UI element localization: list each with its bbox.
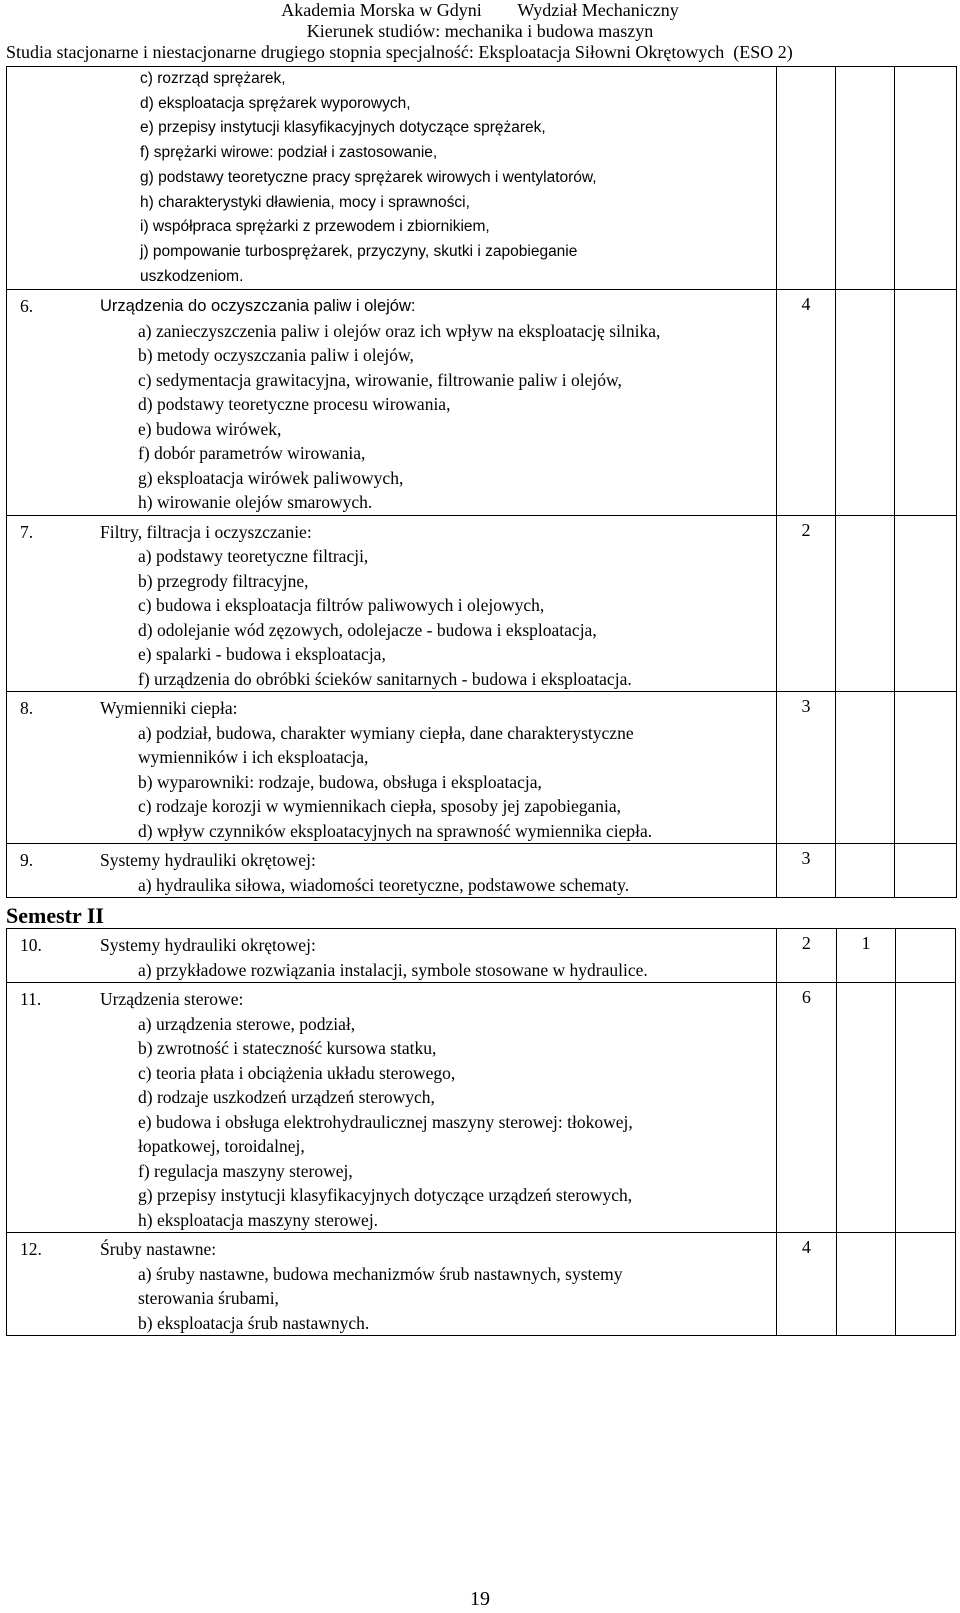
list-item: łopatkowej, toroidalnej, — [138, 1136, 305, 1156]
list-item: d) podstawy teoretyczne procesu wirowania, — [138, 394, 451, 415]
list-item: c) rodzaje korozji w wymiennikach ciepła, sposoby jej zapobiegania, — [138, 796, 622, 817]
page-number: 19 — [470, 1588, 490, 1610]
hours-cell — [895, 67, 957, 290]
topic-title: Filtry, filtracja i oczyszczanie: — [100, 521, 312, 542]
list-item: c) budowa i eksploatacja filtrów paliwowych i olejowych, — [138, 595, 545, 616]
topic-title: Systemy hydrauliki okrętowej: — [100, 935, 316, 955]
topic-12 — [7, 1233, 776, 1335]
list-item: f) sprężarki wirowe: podział i zastosowanie, — [140, 144, 438, 162]
syllabus-table-sem2 — [6, 928, 956, 1336]
hours-value — [895, 290, 957, 516]
list-item: a) przykładowe rozwiązania instalacji, symbole stosowane w hydraulice. — [138, 959, 648, 980]
topic-7 — [7, 516, 776, 692]
list-item: e) spalarki - budowa i eksploatacja, — [138, 644, 386, 665]
topic-number: 6. — [20, 296, 34, 317]
list-item: b) wyparowniki: rodzaje, budowa, obsługa i eksploatacja, — [138, 771, 542, 792]
hours-value: 2 — [777, 929, 837, 983]
list-item: a) śruby nastawne, budowa mechanizmów śrub nastawnych, systemy — [138, 1263, 623, 1284]
list-item: g) eksploatacja wirówek paliwowych, — [138, 467, 404, 488]
list-item: a) hydraulika siłowa, wiadomości teoretyczne, podstawowe schematy. — [138, 874, 630, 895]
syllabus-table-sem1 — [6, 66, 957, 898]
topic-number: 10. — [20, 935, 42, 955]
list-item: d) eksploatacja sprężarek wyporowych, — [140, 94, 411, 112]
topic-11 — [7, 983, 776, 1232]
list-item: h) charakterystyki dławienia, mocy i sprawności, — [140, 193, 470, 211]
list-item: f) regulacja maszyny sterowej, — [138, 1160, 353, 1181]
list-item: c) rozrząd sprężarek, — [140, 70, 286, 87]
topic-8 — [7, 692, 776, 843]
semester-heading: Semestr II — [6, 903, 104, 928]
table-row — [7, 1233, 956, 1336]
list-item: a) podział, budowa, charakter wymiany ciepła, dane charakterystyczne — [138, 722, 634, 743]
list-item: i) współpraca sprężarki z przewodem i zbiornikiem, — [140, 218, 490, 236]
list-item: e) budowa wirówek, — [138, 418, 282, 439]
hours-value — [895, 844, 957, 898]
header-line-3: Studia stacjonarne i niestacjonarne drugiego stopnia specjalność: Eksploatacja Siłowni Okrętowych (ESO 2) — [6, 42, 793, 62]
header-line-2: Kierunek studiów: mechanika i budowa maszyn — [306, 21, 654, 41]
list-item: wymienników i ich eksploatacja, — [138, 747, 369, 768]
topic-number: 12. — [20, 1239, 42, 1259]
list-item: b) przegrody filtracyjne, — [138, 570, 309, 591]
list-item: g) przepisy instytucji klasyfikacyjnych dotyczące urządzeń sterowych, — [138, 1185, 633, 1205]
topic-number: 11. — [20, 989, 42, 1009]
hours-value — [836, 983, 896, 1233]
list-item: sterowania śrubami, — [138, 1288, 279, 1308]
table-row — [7, 515, 957, 692]
list-item: a) podstawy teoretyczne filtracji, — [138, 546, 369, 567]
hours-value — [836, 290, 895, 516]
table-row — [7, 929, 956, 983]
hours-cell — [777, 67, 836, 290]
list-item: c) teoria płata i obciążenia układu sterowego, — [138, 1062, 456, 1083]
hours-value: 1 — [836, 929, 896, 983]
list-item: f) urządzenia do obróbki ścieków sanitarnych - budowa i eksploatacja. — [138, 668, 632, 689]
list-item: e) przepisy instytucji klasyfikacyjnych dotyczące sprężarek, — [140, 119, 546, 137]
table-row — [7, 67, 957, 290]
header-line-1: Akademia Morska w Gdyni Wydział Mechaniczny — [281, 0, 679, 20]
hours-value — [836, 1233, 896, 1336]
list-item: b) zwrotność i stateczność kursowa statku, — [138, 1038, 437, 1058]
list-item: f) dobór parametrów wirowania, — [138, 443, 366, 464]
list-item: g) podstawy teoretyczne pracy sprężarek wirowych i wentylatorów, — [140, 168, 597, 186]
topic-title: Urządzenia sterowe: — [100, 989, 244, 1009]
topic-title: Wymienniki ciepła: — [100, 698, 238, 719]
topic-title: Systemy hydrauliki okrętowej: — [100, 850, 316, 871]
hours-value — [836, 692, 895, 844]
topic-number: 7. — [20, 521, 34, 542]
topic-10 — [7, 929, 776, 982]
topic-number: 8. — [20, 698, 34, 719]
hours-value: 2 — [777, 515, 836, 692]
list-item: a) urządzenia sterowe, podział, — [138, 1013, 356, 1034]
hours-value: 3 — [777, 692, 836, 844]
topic-number: 9. — [20, 850, 34, 871]
topic-9 — [7, 844, 776, 897]
page-header — [0, 0, 960, 63]
list-item: h) eksploatacja maszyny sterowej. — [138, 1209, 379, 1230]
table-row — [7, 844, 957, 898]
list-item: h) wirowanie olejów smarowych. — [138, 492, 373, 513]
list-item: e) budowa i obsługa elektrohydraulicznej maszyny sterowej: tłokowej, — [138, 1111, 633, 1132]
hours-value: 4 — [777, 290, 836, 516]
table-row — [7, 692, 957, 844]
list-item: d) wpływ czynników eksploatacyjnych na sprawność wymiennika ciepła. — [138, 820, 653, 841]
hours-value — [836, 844, 895, 898]
list-item: c) sedymentacja grawitacyjna, wirowanie, filtrowanie paliw i olejów, — [138, 369, 622, 390]
table-row — [7, 983, 956, 1233]
topic-cell — [7, 67, 777, 290]
list-item: d) odolejanie wód zęzowych, odolejacze - budowa i eksploatacja, — [138, 619, 597, 640]
hours-value: 6 — [777, 983, 837, 1233]
list-item: j) pompowanie turbosprężarek, przyczyny, skutki i zapobieganie — [140, 242, 578, 260]
hours-value — [896, 929, 956, 983]
list-item: a) zanieczyszczenia paliw i olejów oraz ich wpływ na eksploatację silnika, — [138, 320, 661, 341]
list-item: b) eksploatacja śrub nastawnych. — [138, 1312, 370, 1333]
hours-value — [836, 515, 895, 692]
topic-6 — [7, 290, 776, 515]
hours-value — [896, 983, 956, 1233]
hours-value — [896, 1233, 956, 1336]
hours-value — [895, 692, 957, 844]
list-item: b) metody oczyszczania paliw i olejów, — [138, 345, 414, 366]
hours-value: 3 — [777, 844, 836, 898]
hours-cell — [836, 67, 895, 290]
list-item: d) rodzaje uszkodzeń urządzeń sterowych, — [138, 1087, 435, 1107]
topic-title: Urządzenia do oczyszczania paliw i olejów: — [100, 297, 416, 316]
hours-value — [895, 515, 957, 692]
hours-value: 4 — [777, 1233, 837, 1336]
list-item: uszkodzeniom. — [140, 267, 244, 285]
table-row — [7, 290, 957, 516]
topic-title: Śruby nastawne: — [100, 1239, 217, 1259]
